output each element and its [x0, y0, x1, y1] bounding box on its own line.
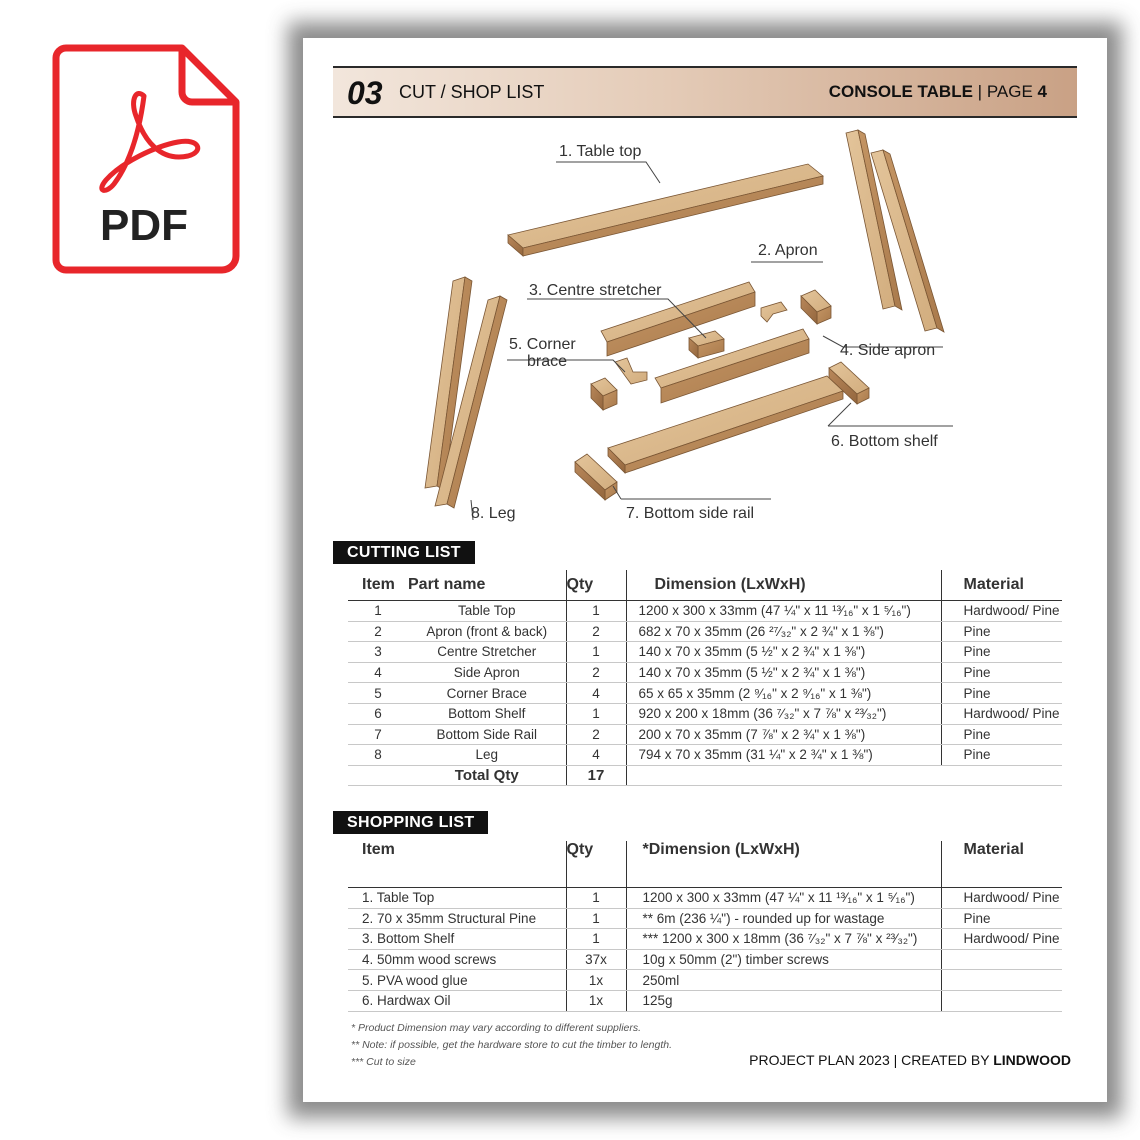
cell-part-name: Apron (front & back): [408, 621, 566, 642]
table-row: [348, 929, 1062, 950]
cell-qty: 1: [566, 601, 626, 622]
part-leg-pair: [425, 277, 507, 508]
cell-qty: 4: [566, 745, 626, 766]
page-footer: [749, 1052, 1071, 1068]
cell-material: Hardwood/ Pine: [941, 703, 1062, 724]
label-corner-brace-line1: 5. Corner: [509, 336, 576, 353]
total-row: [348, 765, 1062, 786]
exploded-parts-diagram: [303, 38, 1107, 538]
cell-material: Pine: [941, 908, 1062, 929]
pdf-file-icon: [52, 44, 242, 274]
shopping-list-table: [348, 841, 1062, 1012]
shopping-list-title: SHOPPING LIST: [333, 811, 488, 834]
cell-dimension: 920 x 200 x 18mm (36 ⁷⁄₃₂" x 7 ⅞" x ²³⁄₃₂"): [626, 703, 941, 724]
cell-item: 2. 70 x 35mm Structural Pine: [348, 908, 566, 929]
part-centre-stretcher: [689, 331, 724, 358]
part-side-apron-block-3: [591, 378, 617, 410]
document-page: [303, 38, 1107, 1102]
cell-material: Hardwood/ Pine: [941, 929, 1062, 950]
cell-dimension: 200 x 70 x 35mm (7 ⅞" x 2 ¾" x 1 ⅜"): [626, 724, 941, 745]
cell-item: 4. 50mm wood screws: [348, 949, 566, 970]
footnote: *** Cut to size: [351, 1056, 416, 1068]
cell-dimension: 140 x 70 x 35mm (5 ½" x 2 ¾" x 1 ⅜"): [626, 662, 941, 683]
cell-qty: 1x: [566, 990, 626, 1011]
table-row: [348, 888, 1062, 909]
table-row: [348, 745, 1062, 766]
table-row: [348, 990, 1062, 1011]
table-row: [348, 662, 1062, 683]
cell-dimension: ** 6m (236 ¼") - rounded up for wastage: [626, 908, 941, 929]
col-part-name: Part name: [408, 570, 566, 601]
cell-part-name: Centre Stretcher: [408, 642, 566, 663]
label-corner-brace-line2: brace: [527, 353, 568, 370]
cell-material: Hardwood/ Pine: [941, 601, 1062, 622]
cell-part-name: Leg: [408, 745, 566, 766]
cell-qty: 1: [566, 929, 626, 950]
cell-item: 6. Hardwax Oil: [348, 990, 566, 1011]
cell-item: 3: [348, 642, 408, 663]
cell-part-name: Corner Brace: [408, 683, 566, 704]
table-row: [348, 621, 1062, 642]
col-item: Item: [348, 841, 566, 888]
cell-qty: 2: [566, 621, 626, 642]
total-value: 17: [566, 765, 626, 786]
cell-material: Pine: [941, 683, 1062, 704]
part-side-apron-pair: [846, 130, 944, 332]
cell-dimension: 250ml: [626, 970, 941, 991]
cell-blank: [626, 765, 941, 786]
cell-qty: 1: [566, 888, 626, 909]
cell-qty: 37x: [566, 949, 626, 970]
table-row: [348, 642, 1062, 663]
page-number: 4: [1037, 82, 1047, 101]
cell-dimension: *** 1200 x 300 x 18mm (36 ⁷⁄₃₂" x 7 ⅞" x ²³⁄₃₂"): [626, 929, 941, 950]
cell-material: Pine: [941, 662, 1062, 683]
cell-material: Pine: [941, 745, 1062, 766]
table-row: [348, 949, 1062, 970]
col-dimension: Dimension (LxWxH): [626, 570, 941, 601]
cell-dimension: 140 x 70 x 35mm (5 ½" x 2 ¾" x 1 ⅜"): [626, 642, 941, 663]
cell-blank: [348, 765, 408, 786]
footnote: * Product Dimension may vary according to different suppliers.: [351, 1022, 642, 1034]
cell-dimension: 65 x 65 x 35mm (2 ⁹⁄₁₆" x 2 ⁹⁄₁₆" x 1 ⅜"): [626, 683, 941, 704]
cell-material: Pine: [941, 621, 1062, 642]
cell-item: 3. Bottom Shelf: [348, 929, 566, 950]
cutting-list-header-row: [348, 570, 1062, 601]
label-table-top: 1. Table top: [559, 143, 642, 160]
cell-qty: 1x: [566, 970, 626, 991]
cell-qty: 1: [566, 703, 626, 724]
col-dimension: *Dimension (LxWxH): [626, 841, 941, 888]
cell-part-name: Side Apron: [408, 662, 566, 683]
cell-material: Hardwood/ Pine: [941, 888, 1062, 909]
cell-part-name: Table Top: [408, 601, 566, 622]
label-centre-stretcher: 3. Centre stretcher: [529, 282, 662, 299]
total-label: Total Qty: [408, 765, 566, 786]
footnote: ** Note: if possible, get the hardware store to cut the timber to length.: [351, 1039, 673, 1051]
cell-item: 5: [348, 683, 408, 704]
section-number: 03: [347, 75, 383, 111]
cell-item: 1: [348, 601, 408, 622]
project-name: CONSOLE TABLE: [828, 82, 973, 101]
cell-dimension: 794 x 70 x 35mm (31 ¼" x 2 ¾" x 1 ⅜"): [626, 745, 941, 766]
cell-dimension: 1200 x 300 x 33mm (47 ¼" x 11 ¹³⁄₁₆" x 1 ⁵⁄₁₆"): [626, 888, 941, 909]
label-leg: 8. Leg: [471, 505, 516, 522]
cell-dimension: 125g: [626, 990, 941, 1011]
table-row: [348, 683, 1062, 704]
cell-dimension: 10g x 50mm (2") timber screws: [626, 949, 941, 970]
col-material: Material: [941, 841, 1062, 888]
cell-item: 1. Table Top: [348, 888, 566, 909]
header-separator: |: [977, 82, 983, 101]
cell-item: 7: [348, 724, 408, 745]
cutting-list-title: CUTTING LIST: [333, 541, 475, 564]
col-material: Material: [941, 570, 1062, 601]
cutting-list-table: [348, 570, 1062, 786]
part-bottom-shelf: [608, 376, 843, 473]
cell-qty: 4: [566, 683, 626, 704]
table-row: [348, 601, 1062, 622]
cell-item: 2: [348, 621, 408, 642]
cell-qty: 1: [566, 908, 626, 929]
cell-item: 8: [348, 745, 408, 766]
cell-dimension: 1200 x 300 x 33mm (47 ¼" x 11 ¹³⁄₁₆" x 1 ⁵⁄₁₆"): [626, 601, 941, 622]
cell-item: 4: [348, 662, 408, 683]
cell-material: [941, 949, 1062, 970]
cell-material: Pine: [941, 642, 1062, 663]
cell-dimension: 682 x 70 x 35mm (26 ²⁷⁄₃₂" x 2 ¾" x 1 ⅜"): [626, 621, 941, 642]
col-qty: Qty: [566, 841, 626, 888]
part-side-apron-block: [801, 290, 831, 324]
cell-part-name: Bottom Shelf: [408, 703, 566, 724]
table-row: [348, 970, 1062, 991]
col-item: Item: [348, 570, 408, 601]
pdf-label: PDF: [100, 201, 188, 250]
cell-qty: 2: [566, 724, 626, 745]
cell-item: 6: [348, 703, 408, 724]
cell-part-name: Bottom Side Rail: [408, 724, 566, 745]
table-row: [348, 703, 1062, 724]
col-qty: Qty: [566, 570, 626, 601]
cell-item: 5. PVA wood glue: [348, 970, 566, 991]
label-side-apron: 4. Side apron: [840, 342, 936, 359]
label-bottom-shelf: 6. Bottom shelf: [831, 433, 938, 450]
brand-name: LINDWOOD: [993, 1052, 1071, 1068]
section-title: CUT / SHOP LIST: [399, 82, 545, 102]
footer-text: PROJECT PLAN 2023 | CREATED BY: [749, 1052, 990, 1068]
cell-qty: 2: [566, 662, 626, 683]
cell-blank: [941, 765, 1062, 786]
table-row: [348, 908, 1062, 929]
cell-material: Pine: [941, 724, 1062, 745]
cell-material: [941, 970, 1062, 991]
footnotes: [351, 1020, 672, 1071]
cell-material: [941, 990, 1062, 1011]
page-word: PAGE: [986, 82, 1033, 101]
cell-qty: 1: [566, 642, 626, 663]
label-apron: 2. Apron: [758, 242, 818, 259]
table-row: [348, 724, 1062, 745]
part-bottom-side-rail: [575, 454, 617, 500]
shopping-list-header-row: [348, 841, 1062, 888]
label-bottom-side-rail: 7. Bottom side rail: [626, 505, 755, 522]
